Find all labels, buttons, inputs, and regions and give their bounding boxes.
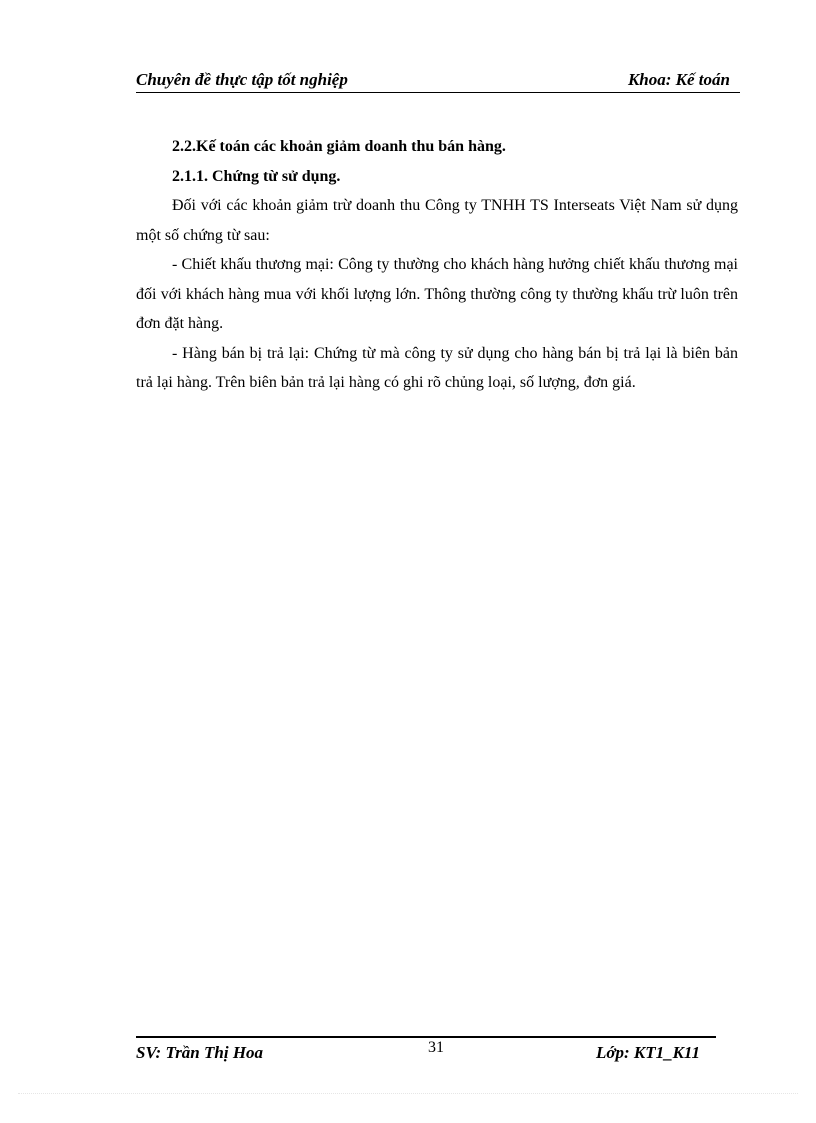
document-body [136,132,738,398]
paragraph-sales-returns: - Hàng bán bị trả lại: Chứng từ mà công ty sử dụng cho hàng bán bị trả lại là biên bản trả lại hàng. Trên biên bản trả lại hàng có ghi rõ chủng loại, số lượng, đơn giá. [136,344,738,391]
page-footer [136,1040,716,1066]
header-title: Chuyên đề thực tập tốt nghiệp [136,70,348,89]
page-header [136,68,740,93]
page-number: 31 [428,1039,444,1056]
page-edge [18,1093,798,1094]
footer-divider [136,1036,716,1038]
footer-student: SV: Trần Thị Hoa [136,1043,264,1062]
paragraph-intro: Đối với các khoản giảm trừ doanh thu Công ty TNHH TS Interseats Việt Nam sử dụng một số chứng từ sau: [136,197,738,244]
paragraph-trade-discount: - Chiết khấu thương mại: Công ty thường cho khách hàng hưởng chiết khấu thương mại đối với khách hàng mua với khối lượng lớn. Thông thường công ty thường khấu trừ luôn trên đơn đặt hàng. [136,256,738,332]
header-department: Khoa: Kế toán [627,70,730,89]
footer-class: Lớp: KT1_K11 [595,1043,700,1062]
section-heading: 2.2.Kế toán các khoản giảm doanh thu bán hàng. [172,138,506,155]
subsection-heading: 2.1.1. Chứng từ sử dụng. [172,167,341,185]
